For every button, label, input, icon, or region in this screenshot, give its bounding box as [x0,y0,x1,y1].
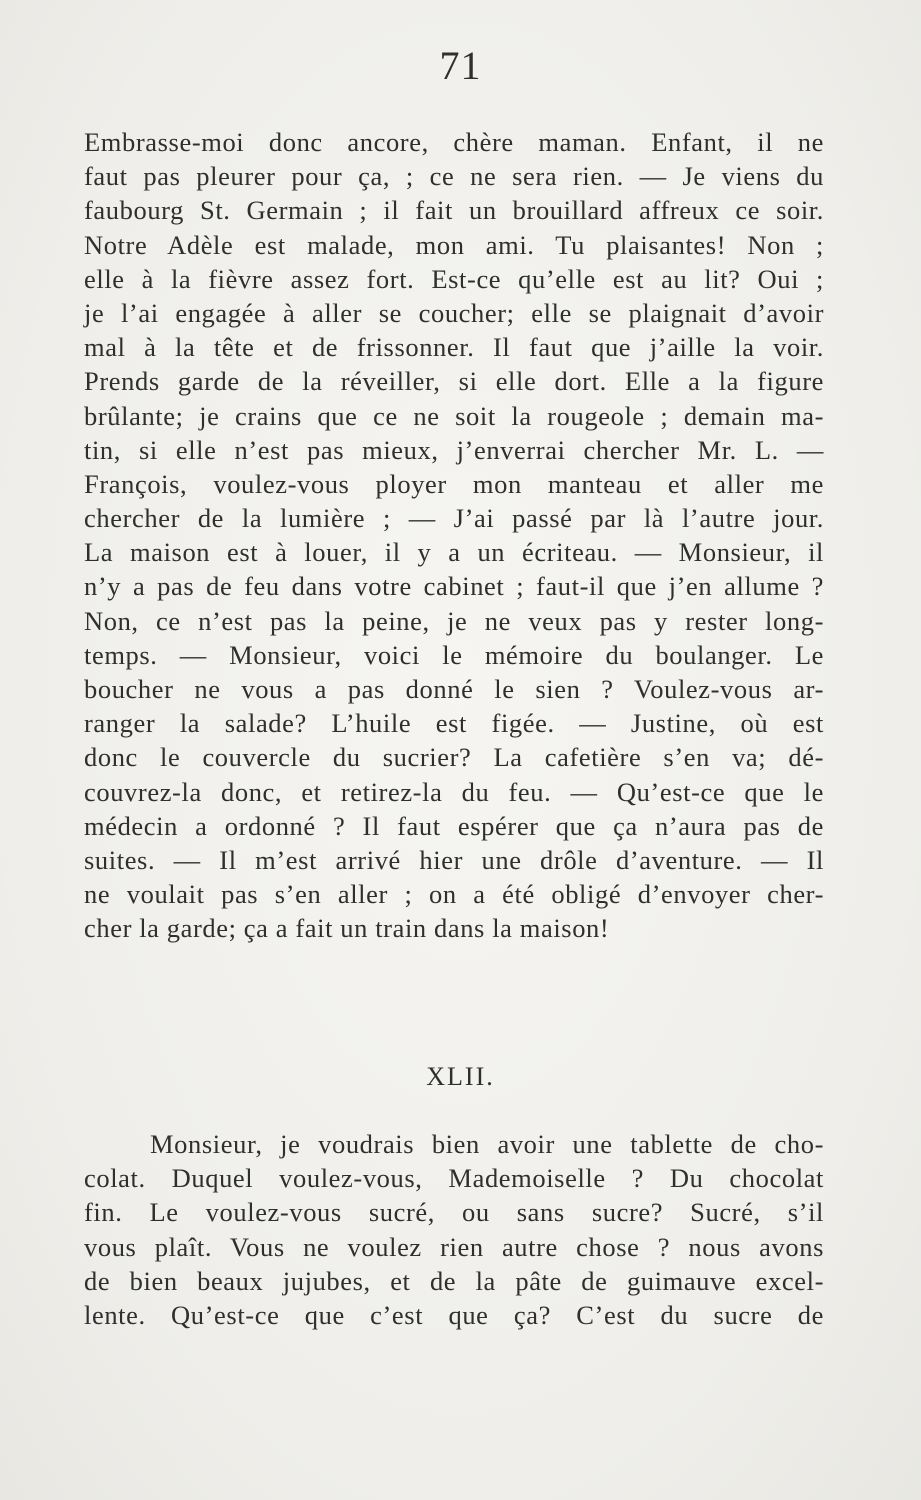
text-line: cher la garde; ça a fait un train dans la maison! [84,913,610,944]
text-line: faubourg St. Germain ; il fait un brouillard affreux ce soir. [84,195,824,226]
text-line: chercher de la lumière ; — J’ai passé par là l’autre jour. [84,503,824,534]
text-line: faut pas pleurer pour ça, ; ce ne sera rien. — Je viens du [84,161,824,192]
text-line: colat. Duquel voulez-vous, Mademoiselle ? Du chocolat [84,1163,824,1194]
text-line: mal à la tête et de frissonner. Il faut que j’aille la voir. [84,332,824,363]
text-line: boucher ne vous a pas donné le sien ? Voulez-vous ar- [84,674,824,704]
text-line: ranger la salade? L’huile est figée. — Justine, où est [84,708,824,739]
text-line: La maison est à louer, il y a un écriteau. — Monsieur, il [84,537,824,568]
text-line: tin, si elle n’est pas mieux, j’enverrai chercher Mr. L. — [84,434,824,465]
section-heading: XLII. [426,1062,495,1091]
text-line: Embrasse-moi donc ancore, chère maman. Enfant, il ne [84,127,824,157]
page-number: 71 [439,43,482,88]
text-line: elle à la fièvre assez fort. Est-ce qu’elle est au lit? Oui ; [84,263,824,294]
text-line: suites. — Il m’est arrivé hier une drôle d’aventure. — Il [84,844,824,875]
text-line: Monsieur, je voudrais bien avoir une tablette de cho- [150,1129,824,1159]
text-line: donc le couvercle du sucrier? La cafetière s’en va; dé- [84,742,824,773]
text-line: Non, ce n’est pas la peine, je ne veux pas y rester long- [84,605,824,636]
section-1-paragraph [84,125,824,946]
text-line: médecin a ordonné ? Il faut espérer que ça n’aura pas de [84,810,824,841]
text-line: lente. Qu’est-ce que c’est que ça? C’est du sucre de [84,1299,824,1330]
text-line: fin. Le voulez-vous sucré, ou sans sucre? Sucré, s’il [84,1197,824,1228]
text-line: de bien beaux jujubes, et de la pâte de guimauve excel- [84,1265,824,1296]
section-2-paragraph [84,1127,824,1332]
text-line: brûlante; je crains que ce ne soit la rougeole ; demain ma- [84,400,824,431]
text-line: je l’ai engagée à aller se coucher; elle se plaignait d’avoir [84,297,824,328]
text-line: couvrez-la donc, et retirez-la du feu. — Qu’est-ce que le [84,776,824,807]
text-line: vous plaît. Vous ne voulez rien autre chose ? nous avons [84,1231,824,1262]
text-line: Notre Adèle est malade, mon ami. Tu plaisantes! Non ; [84,229,824,260]
text-line: ne voulait pas s’en aller ; on a été obligé d’envoyer cher- [84,879,824,910]
text-line: n’y a pas de feu dans votre cabinet ; faut-il que j’en allume ? [84,571,824,602]
text-line: François, voulez-vous ployer mon manteau et aller me [84,468,824,499]
text-line: Prends garde de la réveiller, si elle dort. Elle a la figure [84,366,824,397]
text-line: temps. — Monsieur, voici le mémoire du boulanger. Le [84,639,824,670]
